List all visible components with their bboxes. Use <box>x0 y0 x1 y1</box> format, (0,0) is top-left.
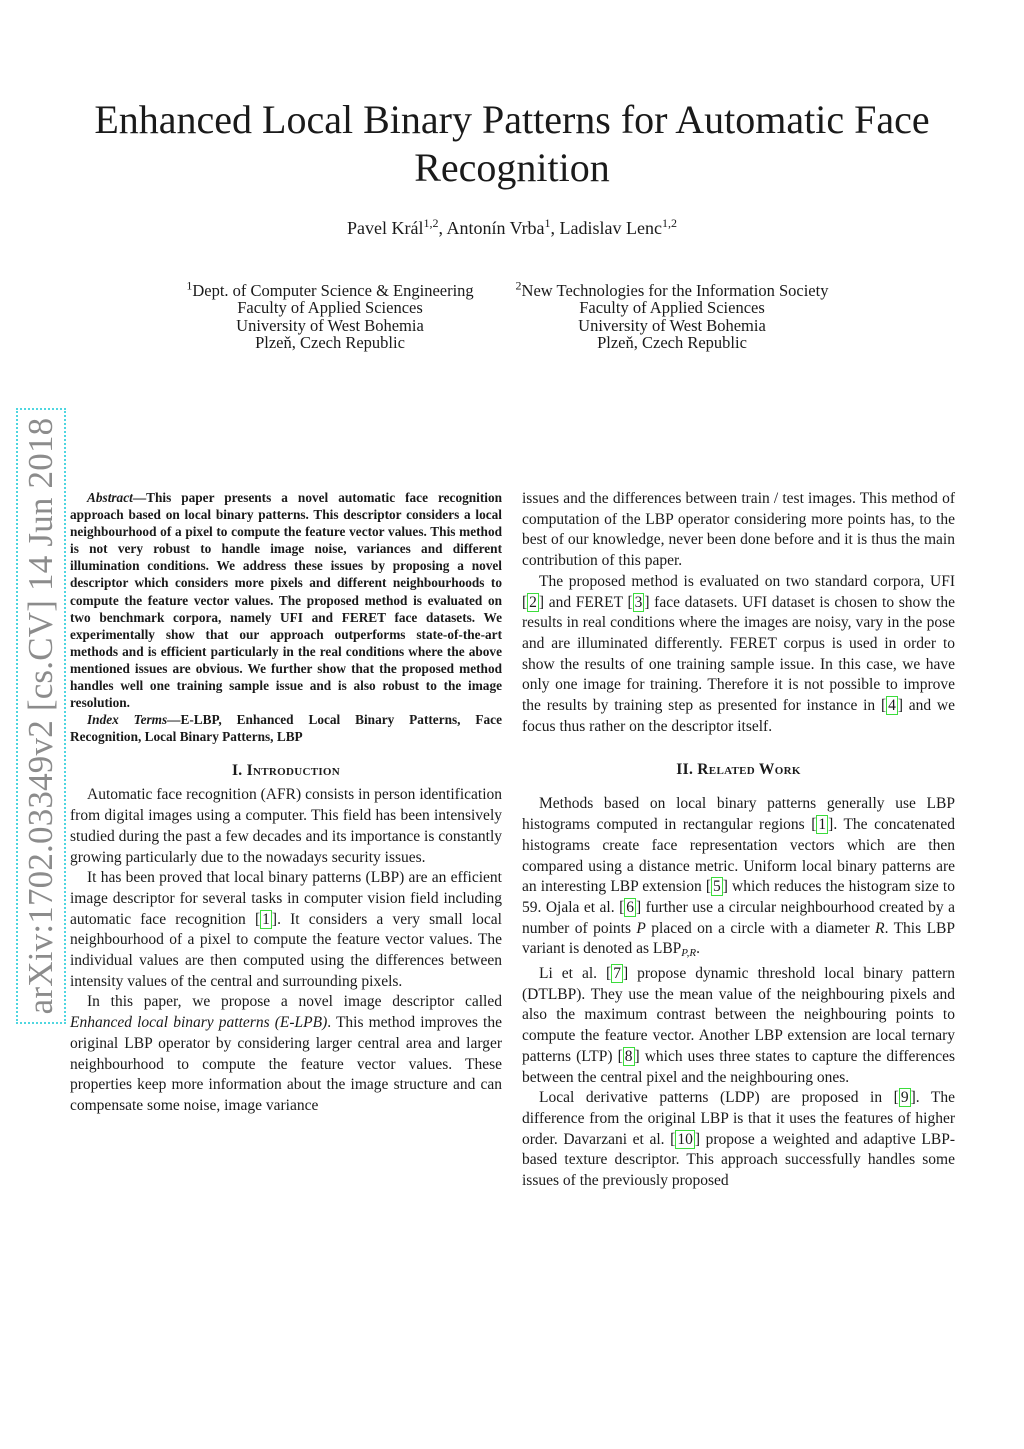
paper-title: Enhanced Local Binary Patterns for Automatic Face Recognition <box>94 97 930 190</box>
abstract-label: Abstract <box>87 490 133 505</box>
affiliation-2: $^2$New Technologies for the Information Society Faculty of Applied Sciences University of West Bohemia Plzeň, Czech Republic <box>515 278 829 352</box>
author-name: Pavel Král <box>346 218 424 238</box>
related-work-paragraph: Local derivative patterns (LDP) are proposed in [ 9 ]. The difference from the original LBP is that it uses the features of higher order. Davarzani et al. [ 10 ] propose a weighted and adaptive LBP-based texture descriptor. This approach successfully handles some issues of the previously proposed <box>522 1089 955 1190</box>
author-affiliation-mark: 1,2 <box>662 216 678 230</box>
related-work-paragraph: Methods based on local binary patterns generally use LBP histograms computed in rectangular regions [ 1 ]. The concatenated histograms create face representation vectors which are then compared using a distance metric. Uniform local binary patterns are an interesting LBP extension [ 5 ] which reduces the histogram size to 59. Ojala et al. [ 6 ] further use a circular neighbourhood created by a number of points P placed on a circle with a diameter R. This LBP variant is denoted as $LBP_{P,R}$. <box>522 795 955 960</box>
citation-link[interactable]: 6 <box>626 898 635 916</box>
related-work-paragraph: Li et al. [ 7 ] propose dynamic threshold local binary pattern (DTLBP). They use the mean value of the neighbouring pixels and also the maximum contrast between the neighbouring points to compute the feature vector. Another LBP extension are local ternary patterns (LTP) [ 8 ] which uses three states to capture the differences between the central pixel and the neighbouring ones. <box>522 965 955 1086</box>
index-terms-label: Index Terms <box>87 712 168 728</box>
citation-link[interactable]: 1 <box>262 910 270 928</box>
citation-link[interactable]: 2 <box>529 593 537 611</box>
citation-link[interactable]: 8 <box>624 1047 633 1065</box>
citation-link[interactable]: 5 <box>713 878 721 896</box>
arxiv-stamp-link[interactable] <box>18 410 64 1022</box>
author-affiliation-mark: 1,2 <box>423 216 439 230</box>
section-heading-introduction: I. Introduction <box>231 762 341 780</box>
author-name: Ladislav Lenc <box>559 218 663 238</box>
citation-link[interactable]: 4 <box>888 697 896 715</box>
citation-link[interactable]: 9 <box>900 1089 909 1107</box>
intro-paragraph: It has been proved that local binary patterns (LBP) are an efficient image descriptor for several tasks in computer vision field including automatic face recognition [ 1 ]. It considers a very small local neighbourhood of a pixel to compute the feature vector values. The individual values are then computed using the differences between intensity values of the central and surrounding pixels. <box>70 869 502 990</box>
citation-link[interactable]: 1 <box>818 816 827 834</box>
citation-link[interactable]: 3 <box>634 593 643 611</box>
abstract: Abstract—This paper presents a novel automatic face recognition approach based on local binary patterns. This descriptor considers a local neighbourhood of a pixel to compute the feature vector values. This method is not very robust to handle image noise, variances and different illumination conditions. We address these issues by proposing a novel descriptor which considers more pixels and different neighbourhoods to compute the feature vector values. The proposed method is evaluated on two benchmark corpora, namely UFI and FERET face datasets. We experimentally show that our approach outperforms state-of-the-art methods and is efficient particularly in the real conditions where the above mentioned issues are obvious. We further show that the proposed method handles well one training sample issue and is also robust to the image resolution. <box>70 490 502 711</box>
author-name: Antonín Vrba <box>446 218 545 238</box>
affiliation-1: $^1$Dept. of Computer Science & Engineering Faculty of Applied Sciences University of West Bohemia Plzeň, Czech Republic <box>186 278 474 352</box>
intro-paragraph-continued: issues and the differences between train / test images. This method of computation of the LBP operator considering more points has, to the best of our knowledge, never been done before and it is thus the main contribution of this paper. <box>522 490 955 570</box>
index-terms: Index Terms—E-LBP, Enhanced Local Binary Patterns, Face Recognition, Local Binary Patterns, LBP <box>70 712 502 745</box>
author-affiliation-mark: 1 <box>544 216 551 230</box>
intro-paragraph: The proposed method is evaluated on two standard corpora, UFI [ 2 ] and FERET [ 3 ] face datasets. UFI dataset is chosen to show the results in real conditions where the images are noisy, vary in the pose and are illuminated differently. FERET corpus is used in order to show the results of one training sample issue. In this case, we have only one image for training. Therefore it is not possible to improve the results by training step as presented for instance in [ 4 ] and we focus thus rather on the descriptor itself. <box>522 572 956 735</box>
author-list: Pavel Král$^{1,2}$, Antonín Vrba$^1$, Ladislav Lenc$^{1,2}$ <box>346 216 678 238</box>
right-column <box>522 489 955 1192</box>
section-heading-related-work: II. Related Work <box>676 761 801 779</box>
citation-link[interactable]: 7 <box>613 965 621 983</box>
intro-paragraph: Automatic face recognition (AFR) consists in person identification from digital images using a computer. This field has been intensively studied during the past a few decades and its importance is constantly growing particularly due to the nowadays security issues. <box>70 786 502 866</box>
arxiv-stamp: arXiv:1702.03349v2 [cs.CV] 14 Jun 2018 <box>21 417 60 1015</box>
citation-link[interactable]: 10 <box>677 1130 693 1148</box>
intro-paragraph: In this paper, we propose a novel image descriptor called Enhanced local binary patterns (E-LPB). This method improves the original LBP operator by considering larger central area and larger neighbourhood to compute the feature vector values. These properties keep more information about the image structure and can compensate some noise, image variance <box>70 993 502 1114</box>
left-column <box>70 489 502 1117</box>
